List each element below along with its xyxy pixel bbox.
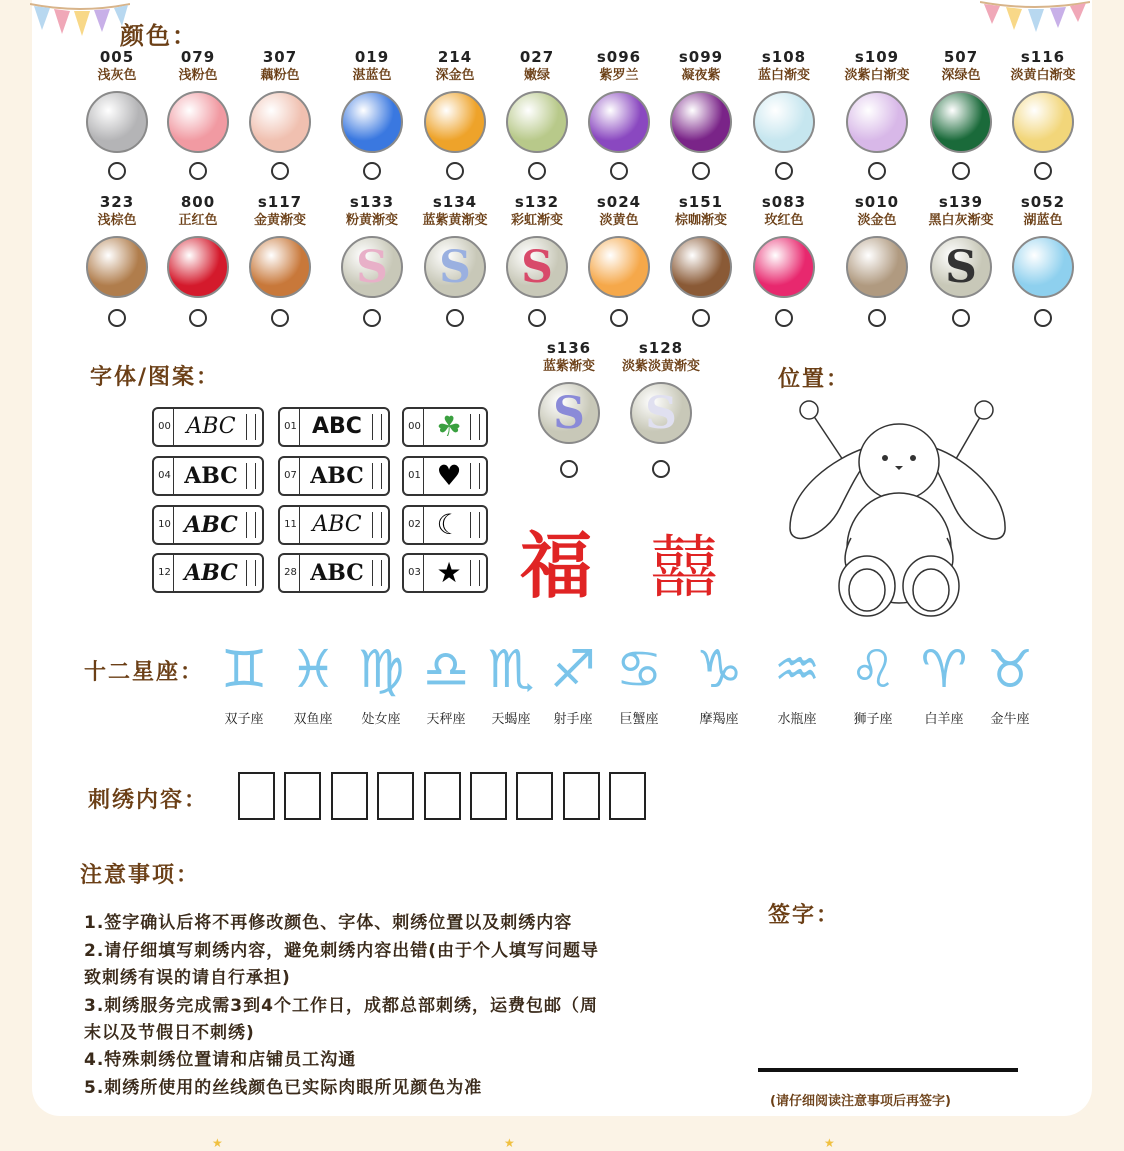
color-code: 079 xyxy=(180,48,216,66)
color-radio[interactable] xyxy=(108,309,126,327)
color-name: 淡紫淡黄渐变 xyxy=(621,359,700,374)
note-line: 3.刺绣服务完成需3到4个工作日，成都总部刺绣，运费包邮（周 xyxy=(84,996,598,1016)
font-number: 11 xyxy=(282,507,300,543)
font-number: 12 xyxy=(156,555,174,591)
zodiac-symbol-icon: ♎ xyxy=(422,640,470,700)
zodiac-name: 天蝎座 xyxy=(491,712,531,727)
color-swatch[interactable] xyxy=(832,193,922,298)
color-swatch[interactable] xyxy=(616,339,706,444)
color-name: 浅棕色 xyxy=(97,213,137,228)
color-radio[interactable] xyxy=(652,460,670,478)
color-swatch[interactable] xyxy=(524,339,614,444)
color-code: s099 xyxy=(678,48,724,66)
zodiac-symbol-icon: ♏ xyxy=(487,640,535,700)
color-radio[interactable] xyxy=(189,309,207,327)
font-option[interactable] xyxy=(278,553,390,593)
bottom-decoration xyxy=(0,1136,1124,1151)
color-radio[interactable] xyxy=(952,309,970,327)
zodiac-option[interactable] xyxy=(684,638,754,727)
font-sample: ABC xyxy=(186,414,236,439)
color-name: 淡黄色 xyxy=(599,213,639,228)
zodiac-symbol-icon: ♑ xyxy=(695,640,743,700)
zodiac-option[interactable] xyxy=(476,638,546,727)
zodiac-name: 双子座 xyxy=(224,712,264,727)
color-code: s096 xyxy=(596,48,642,66)
content-char-box[interactable] xyxy=(609,772,646,820)
thread-color-ball[interactable] xyxy=(506,236,568,298)
zodiac-symbol-icon: ♓ xyxy=(289,640,337,700)
thread-color-ball[interactable] xyxy=(753,91,815,153)
font-option[interactable] xyxy=(152,456,264,496)
thread-color-ball[interactable] xyxy=(1012,91,1074,153)
color-name: 湖蓝色 xyxy=(1023,213,1063,228)
xi-character[interactable]: 囍 xyxy=(650,529,719,608)
color-code: s134 xyxy=(432,193,478,211)
thread-color-ball[interactable] xyxy=(506,91,568,153)
color-code: s052 xyxy=(1020,193,1066,211)
zodiac-name: 巨蟹座 xyxy=(619,712,659,727)
color-radio[interactable] xyxy=(1034,162,1052,180)
color-code: 323 xyxy=(99,193,135,211)
zodiac-symbol-icon: ♈ xyxy=(920,640,968,700)
moon-icon: ☾ xyxy=(436,508,462,541)
pattern-number: 02 xyxy=(406,507,424,543)
color-code: s083 xyxy=(761,193,807,211)
color-swatch[interactable] xyxy=(153,48,243,153)
zodiac-name: 狮子座 xyxy=(853,712,893,727)
thread-color-ball[interactable] xyxy=(341,236,403,298)
font-box-tail xyxy=(372,560,382,586)
color-radio[interactable] xyxy=(775,162,793,180)
color-code: s136 xyxy=(546,339,592,357)
color-swatch[interactable] xyxy=(916,48,1006,153)
color-code: s151 xyxy=(678,193,724,211)
zodiac-name: 水瓶座 xyxy=(777,712,817,727)
color-name: 深绿色 xyxy=(941,68,981,83)
thread-color-ball[interactable] xyxy=(753,236,815,298)
color-name: 彩虹渐变 xyxy=(510,213,563,228)
color-radio[interactable] xyxy=(446,309,464,327)
thread-color-ball[interactable] xyxy=(930,91,992,153)
color-name: 粉黄渐变 xyxy=(345,213,398,228)
content-char-box[interactable] xyxy=(424,772,461,820)
thread-color-ball[interactable] xyxy=(630,382,692,444)
pattern-box-tail xyxy=(470,512,480,538)
font-number: 07 xyxy=(282,458,300,494)
color-swatch[interactable] xyxy=(998,48,1088,153)
pattern-option[interactable] xyxy=(402,456,488,496)
color-swatch[interactable] xyxy=(492,48,582,153)
zodiac-symbol-icon: ♋ xyxy=(615,640,663,700)
colors-title: 颜色： xyxy=(120,22,198,50)
color-code: 507 xyxy=(943,48,979,66)
color-radio[interactable] xyxy=(560,460,578,478)
font-number: 10 xyxy=(156,507,174,543)
color-name: 金黄渐变 xyxy=(253,213,306,228)
pattern-option[interactable] xyxy=(402,407,488,447)
color-swatch[interactable] xyxy=(235,48,325,153)
zodiac-option[interactable] xyxy=(538,638,608,727)
note-line: 末以及节假日不刺绣) xyxy=(84,1023,255,1043)
font-box-tail xyxy=(372,463,382,489)
font-box-tail xyxy=(246,560,256,586)
color-name: 嫩绿 xyxy=(523,68,550,83)
letter-sample: S xyxy=(356,241,388,293)
color-swatch[interactable] xyxy=(656,193,746,298)
color-name: 淡金色 xyxy=(857,213,897,228)
thread-color-ball[interactable] xyxy=(1012,236,1074,298)
note-line: 致刺绣有误的请自行承担) xyxy=(84,968,291,988)
letter-sample: S xyxy=(439,241,471,293)
content-title: 刺绣内容： xyxy=(88,788,209,813)
thread-color-ball[interactable] xyxy=(670,91,732,153)
font-sample: ABC xyxy=(312,414,362,439)
color-radio[interactable] xyxy=(775,309,793,327)
color-name: 蓝紫渐变 xyxy=(542,359,595,374)
color-radio[interactable] xyxy=(528,309,546,327)
heart-icon: ♥ xyxy=(436,459,462,492)
color-swatch[interactable] xyxy=(410,48,500,153)
color-swatch[interactable] xyxy=(574,193,664,298)
pattern-box-tail xyxy=(470,560,480,586)
color-swatch[interactable] xyxy=(492,193,582,298)
bunting-right-decoration xyxy=(980,0,1090,36)
font-number: 04 xyxy=(156,458,174,494)
letter-sample: S xyxy=(645,387,677,439)
color-name: 蓝紫黄渐变 xyxy=(422,213,488,228)
zodiac-option[interactable] xyxy=(209,638,279,727)
color-swatch[interactable] xyxy=(235,193,325,298)
zodiac-name: 摩羯座 xyxy=(699,712,739,727)
thread-color-ball[interactable] xyxy=(249,236,311,298)
thread-color-ball[interactable] xyxy=(167,236,229,298)
star-icon: ★ xyxy=(212,1136,223,1150)
letter-sample: S xyxy=(521,241,553,293)
font-option[interactable] xyxy=(278,505,390,545)
thread-color-ball[interactable] xyxy=(930,236,992,298)
color-code: s117 xyxy=(257,193,303,211)
zodiac-symbol-icon: ♊ xyxy=(220,640,268,700)
thread-color-ball[interactable] xyxy=(670,236,732,298)
font-option[interactable] xyxy=(152,407,264,447)
letter-sample: S xyxy=(945,241,977,293)
font-option[interactable] xyxy=(152,505,264,545)
thread-color-ball[interactable] xyxy=(249,91,311,153)
zodiac-name: 金牛座 xyxy=(990,712,1030,727)
zodiac-title: 十二星座： xyxy=(84,660,205,685)
zodiac-symbol-icon: ♒ xyxy=(773,640,821,700)
zodiac-name: 处女座 xyxy=(361,712,401,727)
color-code: s010 xyxy=(854,193,900,211)
color-name: 浅灰色 xyxy=(97,68,137,83)
thread-color-ball[interactable] xyxy=(341,91,403,153)
zodiac-option[interactable] xyxy=(762,638,832,727)
content-char-box[interactable] xyxy=(331,772,368,820)
color-name: 藕粉色 xyxy=(260,68,300,83)
content-char-box[interactable] xyxy=(284,772,321,820)
color-swatch[interactable] xyxy=(574,48,664,153)
color-name: 浅粉色 xyxy=(178,68,218,83)
color-swatch[interactable] xyxy=(739,48,829,153)
color-name: 正红色 xyxy=(178,213,218,228)
signature-line[interactable] xyxy=(758,1068,1018,1072)
font-box-tail xyxy=(246,414,256,440)
color-radio[interactable] xyxy=(363,162,381,180)
note-line: 4.特殊刺绣位置请和店铺员工沟通 xyxy=(84,1050,357,1070)
color-radio[interactable] xyxy=(868,162,886,180)
font-sample: ABC xyxy=(312,512,362,537)
note-line: 5.刺绣所使用的丝线颜色已实际肉眼所见颜色为准 xyxy=(84,1078,483,1098)
color-name: 蓝白渐变 xyxy=(757,68,810,83)
color-swatch[interactable] xyxy=(72,48,162,153)
color-code: s139 xyxy=(938,193,984,211)
color-radio[interactable] xyxy=(446,162,464,180)
color-name: 淡黄白渐变 xyxy=(1010,68,1076,83)
color-code: s133 xyxy=(349,193,395,211)
color-radio[interactable] xyxy=(692,309,710,327)
thread-color-ball[interactable] xyxy=(588,236,650,298)
color-name: 凝夜紫 xyxy=(681,68,721,83)
clover-icon: ☘ xyxy=(436,410,462,443)
color-radio[interactable] xyxy=(1034,309,1052,327)
font-sample: ABC xyxy=(310,463,364,489)
zodiac-option[interactable] xyxy=(278,638,348,727)
color-code: s109 xyxy=(854,48,900,66)
content-char-box[interactable] xyxy=(377,772,414,820)
font-sample: ABC xyxy=(184,512,238,538)
color-name: 淡紫白渐变 xyxy=(844,68,910,83)
thread-color-ball[interactable] xyxy=(86,236,148,298)
zodiac-symbol-icon: ♉ xyxy=(986,640,1034,700)
content-char-box[interactable] xyxy=(470,772,507,820)
pattern-number: 00 xyxy=(406,409,424,445)
color-swatch[interactable] xyxy=(916,193,1006,298)
color-radio[interactable] xyxy=(610,162,628,180)
color-code: 005 xyxy=(99,48,135,66)
thread-color-ball[interactable] xyxy=(846,236,908,298)
position-title: 位置： xyxy=(778,367,851,392)
pattern-number: 03 xyxy=(406,555,424,591)
bunting-left-decoration xyxy=(30,0,130,42)
color-code: 027 xyxy=(519,48,555,66)
color-name: 黑白灰渐变 xyxy=(928,213,994,228)
font-box-tail xyxy=(372,512,382,538)
letter-sample: S xyxy=(553,387,585,439)
content-char-box[interactable] xyxy=(516,772,553,820)
color-radio[interactable] xyxy=(189,162,207,180)
font-option[interactable] xyxy=(278,407,390,447)
color-name: 紫罗兰 xyxy=(599,68,639,83)
color-code: 307 xyxy=(262,48,298,66)
zodiac-option[interactable] xyxy=(909,638,979,727)
color-swatch[interactable] xyxy=(998,193,1088,298)
content-char-box[interactable] xyxy=(563,772,600,820)
font-sample: ABC xyxy=(184,560,238,586)
color-code: 800 xyxy=(180,193,216,211)
color-swatch[interactable] xyxy=(153,193,243,298)
left-marker xyxy=(800,401,818,419)
color-swatch[interactable] xyxy=(327,48,417,153)
font-number: 28 xyxy=(282,555,300,591)
signature-title: 签字： xyxy=(768,903,841,928)
star-icon: ★ xyxy=(504,1136,515,1150)
font-sample: ABC xyxy=(310,560,364,586)
note-line: 2.请仔细填写刺绣内容，避免刺绣内容出错(由于个人填写问题导 xyxy=(84,941,600,961)
color-code: 019 xyxy=(354,48,390,66)
thread-color-ball[interactable] xyxy=(86,91,148,153)
content-char-box[interactable] xyxy=(238,772,275,820)
color-radio[interactable] xyxy=(528,162,546,180)
star-icon: ★ xyxy=(824,1136,835,1150)
color-swatch[interactable] xyxy=(656,48,746,153)
font-sample: ABC xyxy=(184,463,238,489)
color-code: s116 xyxy=(1020,48,1066,66)
color-swatch[interactable] xyxy=(327,193,417,298)
zodiac-name: 白羊座 xyxy=(924,712,964,727)
color-code: s132 xyxy=(514,193,560,211)
thread-color-ball[interactable] xyxy=(167,91,229,153)
color-name: 湛蓝色 xyxy=(352,68,392,83)
thread-color-ball[interactable] xyxy=(846,91,908,153)
color-radio[interactable] xyxy=(868,309,886,327)
color-code: s024 xyxy=(596,193,642,211)
pattern-option[interactable] xyxy=(402,505,488,545)
color-radio[interactable] xyxy=(271,162,289,180)
fu-character[interactable]: 福 xyxy=(520,523,593,608)
notes-title: 注意事项： xyxy=(80,863,201,888)
fonts-title: 字体/图案： xyxy=(90,365,221,390)
zodiac-symbol-icon: ♌ xyxy=(849,640,897,700)
zodiac-name: 射手座 xyxy=(553,712,593,727)
color-radio[interactable] xyxy=(952,162,970,180)
zodiac-name: 双鱼座 xyxy=(293,712,333,727)
zodiac-option[interactable] xyxy=(411,638,481,727)
right-marker xyxy=(975,401,993,419)
color-code: s108 xyxy=(761,48,807,66)
color-radio[interactable] xyxy=(692,162,710,180)
zodiac-option[interactable] xyxy=(838,638,908,727)
font-box-tail xyxy=(372,414,382,440)
pattern-box-tail xyxy=(470,463,480,489)
font-box-tail xyxy=(246,512,256,538)
color-code: 214 xyxy=(437,48,473,66)
font-option[interactable] xyxy=(278,456,390,496)
zodiac-name: 天秤座 xyxy=(426,712,466,727)
color-name: 玫红色 xyxy=(764,213,804,228)
color-radio[interactable] xyxy=(610,309,628,327)
zodiac-symbol-icon: ♍ xyxy=(357,640,405,700)
color-name: 棕咖渐变 xyxy=(674,213,727,228)
color-code: s128 xyxy=(638,339,684,357)
star-icon: ★ xyxy=(436,556,462,589)
pattern-box-tail xyxy=(470,414,480,440)
font-number: 00 xyxy=(156,409,174,445)
color-radio[interactable] xyxy=(108,162,126,180)
color-swatch[interactable] xyxy=(72,193,162,298)
font-option[interactable] xyxy=(152,553,264,593)
zodiac-option[interactable] xyxy=(346,638,416,727)
thread-color-ball[interactable] xyxy=(424,236,486,298)
pattern-option[interactable] xyxy=(402,553,488,593)
thread-color-ball[interactable] xyxy=(538,382,600,444)
thread-color-ball[interactable] xyxy=(588,91,650,153)
color-swatch[interactable] xyxy=(832,48,922,153)
font-box-tail xyxy=(246,463,256,489)
color-swatch[interactable] xyxy=(739,193,829,298)
zodiac-symbol-icon: ♐ xyxy=(549,640,597,700)
font-number: 01 xyxy=(282,409,300,445)
color-radio[interactable] xyxy=(363,309,381,327)
zodiac-option[interactable] xyxy=(604,638,674,727)
note-line: 1.签字确认后将不再修改颜色、字体、刺绣位置以及刺绣内容 xyxy=(84,913,573,933)
zodiac-option[interactable] xyxy=(975,638,1045,727)
bunny-position-diagram[interactable] xyxy=(785,398,1015,620)
color-name: 深金色 xyxy=(435,68,475,83)
signature-hint: (请仔细阅读注意事项后再签字) xyxy=(770,1094,951,1109)
color-swatch[interactable] xyxy=(410,193,500,298)
thread-color-ball[interactable] xyxy=(424,91,486,153)
pattern-number: 01 xyxy=(406,458,424,494)
color-radio[interactable] xyxy=(271,309,289,327)
